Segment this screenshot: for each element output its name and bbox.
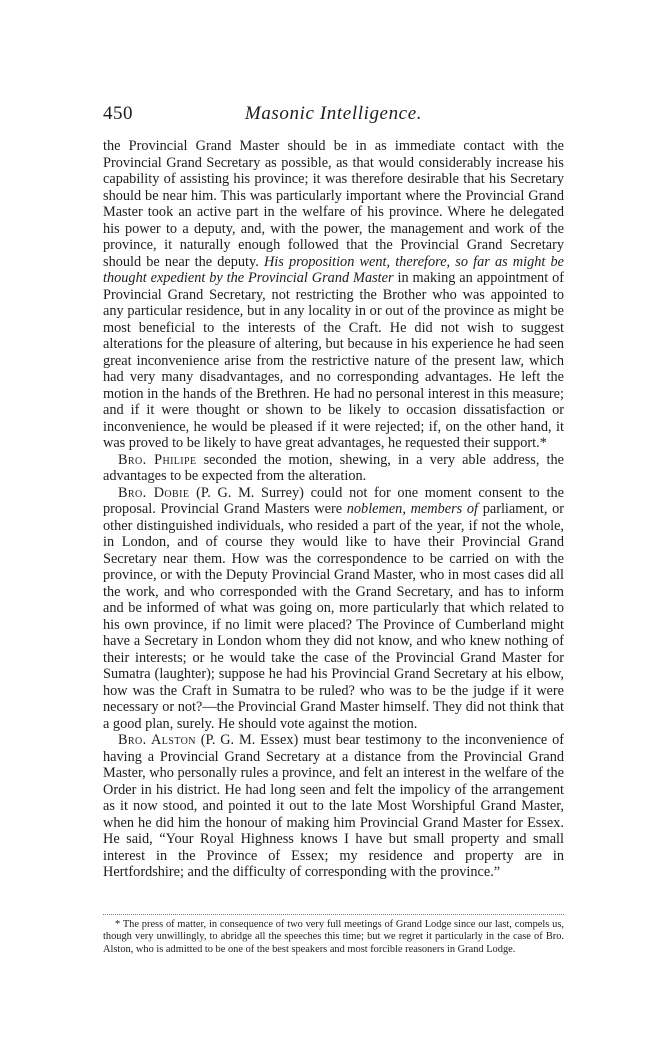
footnote: * The press of matter, in consequence of two very full meetings of Grand Lodge since our last, compels us, though very unwillingly, to abridge all the speeches this time; but we regret it particularly in the case of Bro. Alston, who is admitted to be one of the best speakers and most forcible reasoners in Grand Lodge. bbox=[103, 919, 564, 955]
paragraph-1 bbox=[103, 138, 564, 452]
paragraph-1-continued: in making an appointment of Provincial Grand Secretary, not restricting the Brother who was appointed to any particular residence, but in any locality in or out of the province as might be most beneficial to the interests of the Craft. He did not wish to suggest alterations for the pleasure of altering, but because in his experience he had seen great inconvenience arise from the restrictive nature of the present law, which had very many disadvantages, and no corresponding advantages. He left the motion in the hands of the Brethren. He had no personal interest in this measure; and if it were thought or shown to be likely to occasion dissatisfaction or inconvenience, he would be pleased if it were rejected; if, on the other hand, it was proved to be likely to have great advantages, he requested their support.* bbox=[103, 270, 564, 451]
page-number: 450 bbox=[103, 103, 133, 124]
footnote-divider bbox=[103, 914, 564, 915]
paragraph-1-text: the Provincial Grand Master should be in as immediate contact with the Provincial Grand Secretary as possible, as that would considerably increase his capability of assisting his province; it was therefore desirable that his Secretary should be near him. This was particularly important where the Provincial Grand Master took an active part in the welfare of his province. Where he delegated his power to a deputy, and, with the power, the management and work of the province, it naturally enough followed that the Provincial Grand Secretary should be near the deputy. bbox=[103, 138, 564, 270]
paragraph-2 bbox=[103, 452, 564, 485]
page-header bbox=[103, 103, 564, 127]
paragraph-1-italic: His proposition went, therefore, so far as might be thought expedient by the Provincial Grand Master bbox=[103, 253, 564, 286]
body-text bbox=[103, 138, 564, 881]
paragraph-4-text: (P. G. M. Essex) must bear testimony to the inconvenience of having a Provincial Grand Secretary at a distance from the Provincial Grand Master, who personally rules a province, and felt an interest in the welfare of the Order in his district. He had long seen and felt the impolicy of the arrangement as it now stood, and pointed it out to the late Most Worshipful Grand Master, when he did him the honour of making him Provincial Grand Master for Essex. He said, “Your Royal Highness knows I have but small property and small interest in the Province of Essex; my residence and property are in Hertfordshire; and the difficulty of corresponding with the province.” bbox=[103, 732, 564, 880]
paragraph-3-italic: noblemen, members of bbox=[346, 501, 479, 517]
paragraph-2-text: seconded the motion, shewing, in a very able address, the advantages to be expected from the alteration. bbox=[103, 451, 564, 484]
running-title: Masonic Intelligence. bbox=[244, 103, 423, 124]
paragraph-3 bbox=[103, 485, 564, 733]
speaker-name-philipe: Bro. Philipe bbox=[118, 451, 197, 468]
paragraph-4 bbox=[103, 732, 564, 881]
speaker-name-alston: Bro. Alston bbox=[118, 732, 196, 748]
speaker-name-dobie: Bro. Dobie bbox=[118, 484, 190, 501]
paragraph-3-text-b: parliament, or other distinguished individuals, who resided a part of the year, if not the whole, in London, and of course they would like to have their Provincial Grand Secretary near them. How was the correspondence to be carried on with the province, or with the Deputy Provincial Grand Master, who in most cases did all the work, and who corresponded with the Grand Secretary, and has to inform and be informed of what was going on, more particularly that which related to his own province, if no limit were placed? The Province of Cumberland might have a Secretary in London whom they did not know, and who knew nothing of their interests; or he would take the case of the Provincial Grand Master for Sumatra (laughter); suppose he had his Provincial Grand Secretary at his elbow, how was the Craft in Sumatra to be ruled? who was to be the judge if it were necessary or not?—the Provincial Grand Master himself. They did not think that a good plan, surely. He should vote against the motion. bbox=[103, 501, 564, 732]
paragraph-3-text-a: (P. G. M. Surrey) could not for one moment consent to the proposal. Provincial Grand Masters were bbox=[103, 484, 564, 517]
